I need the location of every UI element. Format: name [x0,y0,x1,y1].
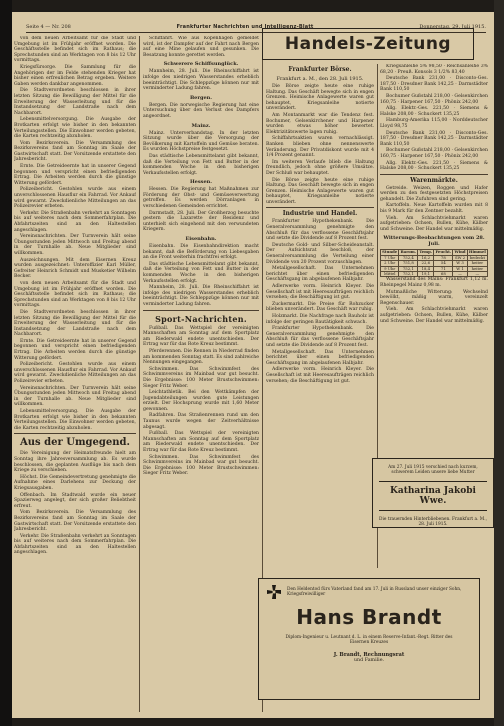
article-paragraph: Pferderennen. Die Rennen in Niederrad finden am kommenden Sonntag statt. Es sind zahlreiche Nennungen eingegangen. [143,348,259,366]
article-paragraph: Die Börse zeigte heute eine ruhige Haltung. Das Geschäft bewegte sich in engen Grenzen. Heimische Anlagewerte waren gut behauptet, Kriegsanleihe notierte unverändert. [266,84,374,112]
article-paragraph: Fußball. Das Wettspiel der vereinigten Mannschaften am Sonntag auf dem Sportplatz am Riederwald endete unentschieden. Der Ertrag war für das Rote Kreuz bestimmt. [143,431,259,454]
article-paragraph: Verkehr. Die Straßenbahn verkehrt an Sonntagen bis auf weiteres nach dem Sommerfahrplan. Die Abfahrtszeiten sind an den Haltestellen angeschlagen. [14,210,136,233]
table-cell: W 3 [453,261,467,266]
article-paragraph: Ernte. Die Getreideernte hat in unserer Gegend begonnen und verspricht einen befriedigenden Ertrag. Die Arbeiten werden durch die günstige Witterung gefördert. [14,338,136,361]
column-2 [143,36,259,714]
section-rule [266,207,374,208]
article-paragraph: Vieh. Am Schlachtviehmarkt waren aufgetrieben: Ochsen, Bullen, Kühe, Kälber und Schweine. Der Handel war mittelmäßig. [380,215,488,232]
notice-intro: Am 27. Juli 1915 verschied nach kurzem, schwerem Leiden unsere liebe Mutter [388,465,478,475]
section-rule [380,174,488,175]
header-date: Donnerstag, 29. Juli 1915. [419,24,486,30]
table-header-cell: Stunde [382,249,398,255]
notice-intro: Den Heldentod fürs Vaterland fand am 17. Juli in Russland unser einziger Sohn, Kriegsfreiwilliger [287,587,462,597]
table-cell: 68 [434,272,453,277]
table-cell: 71 [434,266,453,271]
article-paragraph: Vom Bezirksverein. Die Versammlung des Bezirksvereins fand am Sonntag im Saale der Gastwirtschaft statt. Der Vorsitzende erstattete den Jahresbericht. [14,140,136,163]
article-paragraph: Offenbach. Im Stadtwald wurde ein neuer Spazierweg angelegt, der sich großer Beliebtheit erfreut. [14,492,136,509]
article-paragraph: Schwimmen. Das Schwimmfest des Schwimmvereins im Mainbad war gut besucht. Die Ergebnisse: 100 Meter Brustschwimmen: Sieger Fritz Weber. [143,454,259,477]
newspaper-page [12,12,494,718]
table-cell: heiter [467,266,487,271]
quote-line: Allg. Elektr.-Ges. 221,50 · Siemens & Halske 208,00 · Schuckert 135,25 [380,106,488,117]
header-page-number: Seite 4 — Nr. 208 [26,24,71,30]
article-paragraph: Mainz. Unterverbandstag. In der letzten Sitzung wurde über die Versorgung der Bevölkerung mit Kartoffeln und Gemüse beraten. Es wurden Höchstpreise festgesetzt. [143,130,259,153]
heading-industrie-und-handel: Industrie und Handel. [282,210,358,218]
binding-shadow [0,0,12,726]
table-cell: 752,4 [399,255,418,260]
article-paragraph: Kriegsfürsorge. Die Sammlung für die Angehörigen der im Felde stehenden Krieger hat bisher einen erfreulichen Betrag ergeben. Weitere Gaben werden dankbar angenommen. [14,64,136,87]
article-paragraph: Mannheim, 28. Juli. Die Rheinschiffahrt ist infolge des niedrigen Wasserstandes erheblich beeinträchtigt. Die Schleppzüge können nur mit verminderter Ladung fahren. [143,285,259,307]
table-header-cell: Feucht. [435,249,452,255]
article-paragraph: Adlerwerke vorm. Heinrich Kleyer. Die Gesellschaft ist mit Heeresaufträgen reichlich versehen; die Beschäftigung ist gut. [266,284,374,301]
notice-rank: Diplom-Ingenieur u. Leutnant d. L. in einem Reserve-Infant.-Regt. Ritter des Eisernen Kreuzes [285,635,453,645]
quote-line: Kriegsanleihe 5% 98,50 · Reichsanleihe 3% 68,20 · Preuß. Konsols 3 1/2% 83,40 [380,64,488,75]
article-paragraph: Am Montanmarkt war die Tendenz fest. Bochumer, Gelsenkirchener und Harpener wurden etwas höher bewertet. Elektrizitätswerte lagen ruhig. [266,112,374,135]
article-paragraph: Polizeibericht. Gestohlen wurde aus einem unverschlossenen Hausflur ein Fahrrad. Vor Ankauf wird gewarnt. Zweckdienliche Mitteilungen an das Polizeirevier erbeten. [14,187,136,210]
quote-line: Bochumer Gußstahl 218,00 · Gelsenkirchen 160,75 · Harpener 167,50 · Phönix 242,00 [380,93,488,105]
heading-eisenbahn: Eisenbahn. [185,236,217,243]
section-rule [143,310,259,311]
column-1 [14,36,136,714]
table-cell: — [453,272,467,277]
article-paragraph: Schwimmen. Das Schwimmfest des Schwimmvereins im Mainbad war gut besucht. Die Ergebnisse: 100 Meter Brustschwimmen: Sieger Fritz Weber. [143,366,259,389]
article-paragraph: Das städtische Lebensmittelamt gibt bekannt, daß die Verteilung von Fett und Butter in der kommenden Woche in den bisherigen Verkaufsstellen erfolgt. [143,261,259,284]
notice-name-frame [379,481,487,511]
article-paragraph: Die Börse zeigte heute eine ruhige Haltung. Das Geschäft bewegte sich in engen Grenzen. Heimische Anlagewerte waren gut behauptet, Kriegsanleihe notierte unverändert. [266,177,374,205]
handels-zeitung-title: Handels-Zeitung [284,34,452,54]
page-edge-shadow [494,0,504,726]
table-cell: 78 [434,255,453,260]
quote-line: Deutsche Bank 231,00 · Disconto-Ges. 187,50 · Dresdner Bank 142,25 · Darmstädter Bank 110,50 [380,130,488,147]
notice-signature-family: und Familie. [353,658,385,663]
article-paragraph: Lebensmittelversorgung. Die Ausgabe der Brotkarten erfolgt wie bisher in den bekannten Verteilungsstellen. Die Einwohner werden gebeten, die Karten rechtzeitig abzuholen. [14,409,136,431]
article-paragraph: Höchst. Die Gemeindevertretung genehmigte die Aufnahme eines Darlehens zur Deckung der Kriegsausgaben. [14,474,136,491]
article-paragraph: Auszeichnungen. Mit dem Eisernen Kreuz wurden ausgezeichnet: Unteroffizier Karl Müller, Gefreiter Heinrich Schmidt und Musketier Wilhelm Becker. [14,257,136,280]
article-paragraph: Eisenbahn. Die Eisenbahndirektion macht bekannt, daß die Beförderung von Liebesgaben an die Front weiterhin frachtfrei erfolgt. [143,244,259,261]
table-header-cell: Temp. [419,249,433,255]
heading-mainz: Mainz. [191,122,211,129]
article-paragraph: Verkehr. Die Straßenbahn verkehrt an Sonntagen bis auf weiteres nach dem Sommerfahrplan. Die Abfahrtszeiten sind an den Haltestellen angeschlagen. [14,533,136,556]
table-cell: heiter [467,261,487,266]
table-cell: bedeckt [467,255,487,260]
article-paragraph: Im weiteren Verlaufe blieb die Haltung freundlich, jedoch ohne größere Umsätze. Der Schluß war behauptet. [266,159,374,176]
column-separator [139,36,140,712]
article-paragraph: von dem neuen Arbeitsamt für die Stadt und Umgebung ist im Frühjahr eröffnet worden. Die Geschäftsstelle befindet sich im Rathaus; die Sprechstunden sind an Werktagen von 8 bis 12 Uhr vormittags. [14,280,136,309]
article-paragraph: Vieh. Am Schlachtviehmarkt waren aufgetrieben: Ochsen, Bullen, Kühe, Kälber und Schweine. Der Handel war mittelmäßig. [380,307,488,324]
heading-aus-der-umgegend: Aus der Umgegend. [20,437,130,449]
table-header-cell: Barom. [400,249,417,255]
article-paragraph: Frankfurter Hypothekenbank. Die Generalversammlung genehmigte den Abschluß für das verflossene Geschäftsjahr und setzte die Dividende auf 8 Prozent fest. [266,326,374,348]
table-cell: 751,8 [399,261,418,266]
quote-line: Bochumer Gußstahl 218,00 · Gelsenkirchen 160,75 · Harpener 167,50 · Phönix 242,00 [380,148,488,159]
table-cell: Mittel [381,272,399,277]
article-paragraph: Kartoffeln. Neue Kartoffeln wurden mit 8 bis 9 Mark für den Zentner bezahlt. [380,203,488,215]
article-paragraph: Radfahren. Das Straßenrennen rund um den Taunus wurde wegen der Zeitverhältnisse abgesagt. [143,413,259,430]
article-paragraph: Die Stadtverordneten beschlossen in ihrer letzten Sitzung die Bewilligung der Mittel für die Erweiterung der Wasserleitung und für die Instandsetzung der Landstraße nach dem Nachbarort. [14,309,136,338]
table-cell: 16,2 [418,255,434,260]
table-cell: 18,4 [418,266,434,271]
table-cell: W 1 [453,266,467,271]
heading-hessen: Hessen. [189,179,213,186]
article-paragraph: Lebensmittelversorgung. Die Ausgabe der Brotkarten erfolgt wie bisher in den bekannten Verteilungsstellen. Die Einwohner werden gebeten, die Karten rechtzeitig abzuholen. [14,117,136,140]
heading-warenmaerkte: Warenmärkte. [410,176,458,184]
article-paragraph: Schiffahrtsaktien waren vernachlässigt. Banken blieben ohne nennenswerte Veränderung. Der Privatdiskont wurde mit 4 1/4 Prozent genannt. [266,136,374,159]
header-masthead: Frankfurter Nachrichten und Intelligenz-Blatt [176,24,314,30]
table-cell: SW 2 [453,255,467,260]
article-paragraph: Vom Bezirksverein. Die Versammlung des Bezirksvereins fand am Sonntag im Saale der Gastwirtschaft statt. Der Vorsitzende erstattete den Jahresbericht. [14,510,136,533]
article-paragraph: Darmstadt, 28. Juli. Der Großherzog besuchte gestern die Lazarette der Residenz und unterhielt sich eingehend mit den verwundeten Kriegern. [143,210,259,233]
notice-signature: J. Brandt, Rechnungsrat [333,652,405,658]
table-cell: 752,1 [399,266,418,271]
article-paragraph: Die Stadtverordneten beschlossen in ihrer letzten Sitzung die Bewilligung der Mittel für die Erweiterung der Wasserleitung und für die Instandsetzung der Landstraße nach dem Nachbarort. [14,88,136,116]
weather-table [380,249,488,277]
heading-frankfurter-boerse: Frankfurter Börse. [288,66,352,73]
notice-deceased-name: Katharina Jakobi Wwe. [390,486,476,506]
table-cell: 752,1 [399,272,418,277]
notice-signature: Die trauernden Hinterbliebenen. Frankfurt a. M., 28. Juli 1915. [379,517,487,527]
article-paragraph: Das städtische Lebensmittelamt gibt bekannt, daß die Verteilung von Fett und Butter in der kommenden Woche in den bisherigen Verkaufsstellen erfolgt. [143,153,259,176]
article-paragraph: Mannheim, 28. Juli. Die Rheinschiffahrt ist infolge des niedrigen Wasserstandes erheblich beeinträchtigt. Die Schleppzüge können nur mit verminderter Ladung fahren. [143,69,259,92]
table-header-cell: Himmel [468,249,486,255]
handels-zeitung-banner [262,28,474,60]
article-paragraph: Deutsche Gold- und Silber-Scheideanstalt. Der Aufsichtsrat beschloß, der Generalversammlung die Verteilung einer Dividende von 20 Prozent vorzuschlagen. [266,242,374,265]
death-notice-jakobi [372,458,494,528]
article-paragraph: Die Vereinigung der Heimatsfreunde hielt am Sonntag ihre Jahresversammlung ab. Es wurde beschlossen, die geplanten Ausflüge bis nach dem Kriege zu verschieben. [14,451,136,474]
article-paragraph: Schiffahrt. Wie aus Kopenhagen gemeldet wird, ist der Dampfer auf der Fahrt nach Bergen auf eine Mine gelaufen und gesunken. Die Besatzung konnte gerettet werden. [143,36,259,58]
article-paragraph: Metallgesellschaft. Das Unternehmen berichtet über einen befriedigenden Geschäftsgang im abgelaufenen Halbjahr. [266,266,374,283]
quote-line: Allg. Elektr.-Ges. 221,50 · Siemens & Halske 208,00 · Schuckert 135,25 [380,160,488,172]
heading-schiffsunglueck: Schwerere Schiffsunglück. [163,61,239,68]
article-paragraph: Hessen. Die Regierung hat Maßnahmen zur Förderung der Obst- und Gemüseverwertung getroffen. Es werden Dörranlagen in verschiedenen Gemeinden errichtet. [143,187,259,210]
article-paragraph: Vereinsnachrichten. Der Turnverein hält seine Übungsstunden jeden Mittwoch und Freitag abend in der Turnhalle ab. Neue Mitglieder sind willkommen. [14,234,136,256]
article-paragraph: Fußball. Das Wettspiel der vereinigten Mannschaften am Sonntag auf dem Sportplatz am Riederwald endete unentschieden. Der Ertrag war für das Rote Kreuz bestimmt. [143,325,259,348]
article-paragraph: Ernte. Die Getreideernte hat in unserer Gegend begonnen und verspricht einen befriedigenden Ertrag. Die Arbeiten werden durch die günstige Witterung gefördert. [14,164,136,186]
article-paragraph: von dem neuen Arbeitsamt für die Stadt und Umgebung ist im Frühjahr eröffnet worden. Die Geschäftsstelle befindet sich im Rathaus; die Sprechstunden sind an Werktagen von 8 bis 12 Uhr vormittags. [14,36,136,64]
table-cell: 19,1 [418,272,434,277]
article-paragraph: Getreide. Weizen, Roggen und Hafer werden zu den festgesetzten Höchstpreisen gehandelt. Die Zufuhren sind gering. [380,185,488,202]
article-paragraph: Holzmarkt. Die Nachfrage nach Bauholz ist infolge der geringen Bautätigkeit schwach. [266,313,374,325]
table-cell: 54 [434,261,453,266]
article-paragraph: Zuckermarkt. Die Preise für Rohzucker blieben unverändert. Das Geschäft war ruhig. [266,301,374,313]
heading-witterung: Witterungs-Beobachtungen vom 28. Juli. [383,235,485,248]
table-cell: 7 Uhr [381,255,399,260]
table-cell: 22,6 [418,261,434,266]
article-paragraph: Bergen. Die norwegische Regierung hat eine Untersuchung über den Verlust des Dampfers angeordnet. [143,102,259,119]
heading-sport-nachrichten: Sport-Nachrichten. [155,313,247,324]
table-header-cell: Wind [454,249,466,255]
boerse-date: Frankfurt a. M., den 28. Juli 1915. [276,76,364,82]
quote-line: Deutsche Bank 231,00 · Disconto-Ges. 187,50 · Dresdner Bank 142,25 · Darmstädter Bank 110,50 [380,76,488,93]
article-paragraph: Adlerwerke vorm. Heinrich Kleyer. Die Gesellschaft ist mit Heeresaufträgen reichlich versehen; die Beschäftigung ist gut. [266,367,374,384]
article-paragraph: Mutmaßliche Witterung: Wechselnd bewölkt, mäßig warm, vereinzelt Regenschauer. [380,289,488,306]
article-paragraph: Metallgesellschaft. Das Unternehmen berichtet über einen befriedigenden Geschäftsgang im abgelaufenen Halbjahr. [266,349,374,366]
article-paragraph: Wasserstand des Mains: Frankfurt 1,12 m. Rheinpegel Mainz 0,98 m. [380,277,488,289]
death-notice-brandt [258,578,480,700]
article-paragraph: Frankfurter Hypothekenbank. Die Generalversammlung genehmigte den Abschluß für das verflossene Geschäftsjahr und setzte die Dividende auf 8 Prozent fest. [266,219,374,242]
table-cell: 9 Uhr [381,266,399,271]
table-cell: 2 Uhr [381,261,399,266]
iron-cross-icon [267,585,281,599]
quote-line: Hamburg-Amerika 115,00 · Norddeutscher Lloyd 98,75 [380,118,488,129]
article-paragraph: Leichtathletik. Bei den Wettkämpfen der Jugendabteilungen wurden gute Leistungen erzielt. Der Hochsprung wurde mit 1,60 Meter gewonnen. [143,390,259,412]
column-3 [266,64,374,572]
table-cell: — [467,272,487,277]
column-4 [380,64,488,452]
notice-deceased-name: Hans Brandt [296,605,442,629]
section-rule [14,433,136,434]
article-paragraph: Vereinsnachrichten. Der Turnverein hält seine Übungsstunden jeden Mittwoch und Freitag abend in der Turnhalle ab. Neue Mitglieder sind willkommen. [14,385,136,408]
article-paragraph: Polizeibericht. Gestohlen wurde aus einem unverschlossenen Hausflur ein Fahrrad. Vor Ankauf wird gewarnt. Zweckdienliche Mitteilungen an das Polizeirevier erbeten. [14,362,136,385]
heading-bergen: Bergen. [189,94,213,101]
